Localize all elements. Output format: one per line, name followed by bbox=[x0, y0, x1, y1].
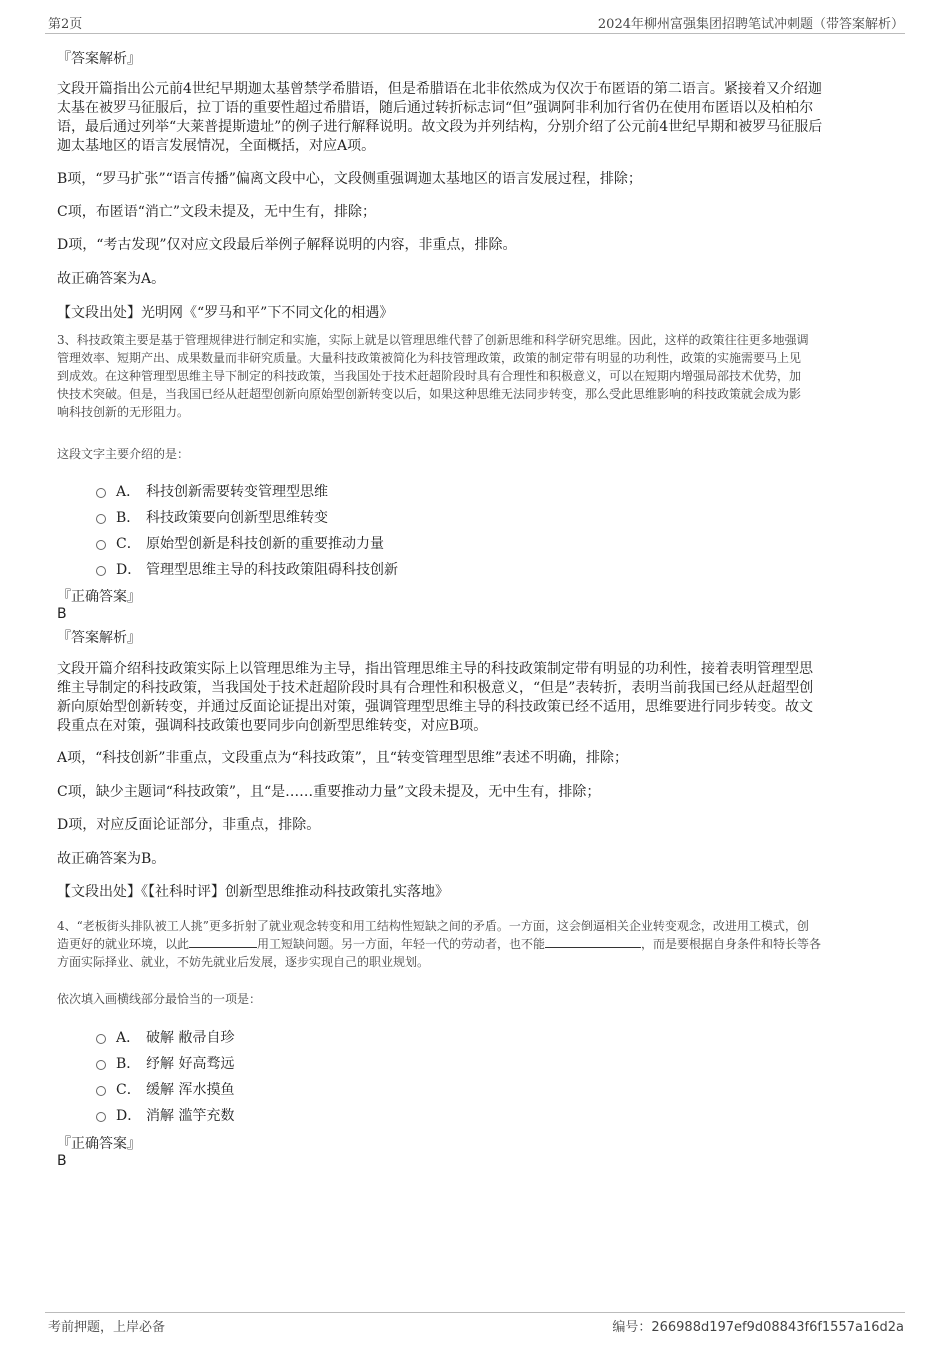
q3-stem-line: 管理效率、短期产出、成果数量而非研究质量。大量科技政策被简化为科技管理政策，政策的制定带有明显的功利性，政策的实施需要马上见 bbox=[57, 351, 802, 365]
radio-icon[interactable] bbox=[96, 514, 106, 524]
option-text: 消解 滥竽充数 bbox=[146, 1108, 235, 1124]
q3-analysis-line: 维主导制定的科技政策，当我国处于技术赶超阶段时具有合理性和积极意义，“但是”表转折，表明当前我国已经从赶超型创 bbox=[57, 680, 814, 696]
q3-question: 这段文字主要介绍的是： bbox=[57, 447, 190, 461]
q3-option-c[interactable] bbox=[96, 533, 384, 553]
header-divider bbox=[45, 33, 905, 34]
radio-icon[interactable] bbox=[96, 566, 106, 576]
option-text: 科技政策要向创新型思维转变 bbox=[146, 510, 328, 526]
option-text: 管理型思维主导的科技政策阻碍科技创新 bbox=[146, 562, 398, 578]
option-letter: D． bbox=[116, 562, 142, 578]
q3-answer: B bbox=[57, 606, 67, 622]
q3-stem-line: 到成效。在这种管理型思维主导下制定的科技政策，当我国处于技术赶超阶段时具有合理性和积极意义，可以在短期内增强局部技术优势，加 bbox=[57, 369, 802, 383]
option-letter: B． bbox=[116, 1056, 141, 1072]
q3-analysis-line: 文段开篇介绍科技政策实际上以管理思维为主导，指出管理思维主导的科技政策制定带有明显的功利性，接着表明管理型思 bbox=[57, 661, 813, 677]
option-letter: B． bbox=[116, 510, 141, 526]
radio-icon[interactable] bbox=[96, 540, 106, 550]
q2-analysis-label: 『答案解析』 bbox=[57, 51, 141, 67]
option-text: 破解 敝帚自珍 bbox=[146, 1030, 235, 1046]
option-text: 科技创新需要转变管理型思维 bbox=[146, 484, 328, 500]
footer-serial: 编号：266988d197ef9d08843f6f1557a16d2a bbox=[612, 1320, 904, 1335]
q4-answer: B bbox=[57, 1153, 67, 1169]
q4-stem bbox=[57, 917, 907, 971]
q3-stem bbox=[57, 331, 907, 421]
radio-icon[interactable] bbox=[96, 1086, 106, 1096]
q2-conclusion: 故正确答案为A。 bbox=[57, 271, 166, 287]
q2-option-d-note: D项，“考古发现”仅对应文段最后举例子解释说明的内容，非重点，排除。 bbox=[57, 237, 517, 253]
q3-option-d[interactable] bbox=[96, 559, 398, 579]
q3-stem-line: 3、科技政策主要是基于管理规律进行制定和实施，实际上就是以管理思维代替了创新思维和科学研究思维。因此，这样的政策往往更多地强调 bbox=[57, 333, 809, 347]
q4-option-d[interactable] bbox=[96, 1105, 234, 1125]
q3-option-a-note: A项，“科技创新”非重点，文段重点为“科技政策”，且“转变管理型思维”表述不明确，排除； bbox=[57, 750, 629, 766]
radio-icon[interactable] bbox=[96, 488, 106, 498]
q4-stem-text: ，而是要根据自身条件和特长等各 bbox=[641, 937, 822, 951]
answer-blank-2 bbox=[545, 935, 641, 948]
answer-blank-1 bbox=[189, 935, 257, 948]
q2-analysis-line: 语，最后通过列举“大莱普提斯遗址”的例子进行解释说明。故文段为并列结构，分别介绍了公元前4世纪早期和被罗马征服后 bbox=[57, 119, 823, 135]
q2-analysis-line: 文段开篇指出公元前4世纪早期迦太基曾禁学希腊语，但是希腊语在北非依然成为仅次于布匿语的第二语言。紧接着又介绍迦 bbox=[57, 81, 822, 97]
q4-option-c[interactable] bbox=[96, 1079, 234, 1099]
q2-analysis-line: 太基在被罗马征服后，拉丁语的重要性超过希腊语，随后通过转折标志词“但”强调阿非利加行省仍在使用布匿语以及柏柏尔 bbox=[57, 100, 814, 116]
q3-analysis-label: 『答案解析』 bbox=[57, 630, 141, 646]
q3-answer-label: 『正确答案』 bbox=[57, 589, 141, 605]
q4-stem-text: 造更好的就业环境，以此 bbox=[57, 937, 190, 951]
option-text: 纾解 好高骛远 bbox=[146, 1056, 235, 1072]
q3-conclusion: 故正确答案为B。 bbox=[57, 851, 166, 867]
radio-icon[interactable] bbox=[96, 1060, 106, 1070]
q3-analysis-line: 新向原始型创新转变，并通过反面论证提出对策，强调管理型思维主导的科技政策已经不适用，思维要进行同步转变。故文 bbox=[57, 699, 813, 715]
q4-answer-label: 『正确答案』 bbox=[57, 1136, 141, 1152]
q4-option-a[interactable] bbox=[96, 1027, 234, 1047]
q4-question: 依次填入画横线部分最恰当的一项是： bbox=[57, 992, 262, 1006]
q3-source: 【文段出处】《【社科时评】创新型思维推动科技政策扎实落地》 bbox=[57, 884, 449, 900]
q2-option-c-note: C项，布匿语“消亡”文段未提及，无中生有，排除； bbox=[57, 204, 377, 220]
option-text: 缓解 浑水摸鱼 bbox=[146, 1082, 235, 1098]
q2-source: 【文段出处】光明网《“罗马和平”下不同文化的相遇》 bbox=[57, 305, 394, 321]
q3-option-b[interactable] bbox=[96, 507, 328, 527]
q4-stem-text: 用工短缺问题。另一方面，年轻一代的劳动者，也不能 bbox=[257, 937, 546, 951]
q3-option-d-note: D项，对应反面论证部分，非重点，排除。 bbox=[57, 817, 321, 833]
footer-divider bbox=[45, 1312, 905, 1313]
q3-analysis-text bbox=[57, 660, 907, 736]
footer-slogan: 考前押题，上岸必备 bbox=[48, 1320, 166, 1335]
option-letter: A． bbox=[116, 1030, 141, 1046]
q3-option-a[interactable] bbox=[96, 481, 328, 501]
page-number: 第2页 bbox=[48, 17, 83, 32]
document-title: 2024年柳州富强集团招聘笔试冲刺题（带答案解析） bbox=[597, 17, 904, 32]
q3-stem-line: 快技术突破。但是，当我国已经从赶超型创新向原始型创新转变以后，如果这种思维无法同步转变，那么受此思维影响的科技政策就会成为影 bbox=[57, 387, 802, 401]
q2-option-b-note: B项，“罗马扩张”“语言传播”偏离文段中心，文段侧重强调迦太基地区的语言发展过程，排除； bbox=[57, 171, 642, 187]
option-letter: A． bbox=[116, 484, 141, 500]
q4-stem-line: 方面实际择业、就业，不妨先就业后发展，逐步实现自己的职业规划。 bbox=[57, 955, 430, 969]
q3-analysis-line: 段重点在对策，强调科技政策也要同步向创新型思维转变，对应B项。 bbox=[57, 718, 488, 734]
radio-icon[interactable] bbox=[96, 1112, 106, 1122]
q2-analysis-text bbox=[57, 80, 907, 156]
option-letter: D． bbox=[116, 1108, 142, 1124]
q4-option-b[interactable] bbox=[96, 1053, 234, 1073]
q2-analysis-line: 迦太基地区的语言发展情况，全面概括，对应A项。 bbox=[57, 138, 376, 154]
option-text: 原始型创新是科技创新的重要推动力量 bbox=[146, 536, 384, 552]
radio-icon[interactable] bbox=[96, 1034, 106, 1044]
option-letter: C． bbox=[116, 1082, 141, 1098]
q3-stem-line: 响科技创新的无形阻力。 bbox=[57, 405, 190, 419]
option-letter: C． bbox=[116, 536, 141, 552]
q4-stem-line bbox=[57, 935, 907, 953]
q3-option-c-note: C项，缺少主题词“科技政策”，且“是……重要推动力量”文段未提及，无中生有，排除； bbox=[57, 784, 601, 800]
q4-stem-line: 4、“老板街头排队被工人挑”更多折射了就业观念转变和用工结构性短缺之间的矛盾。一方面，这会倒逼相关企业转变观念，改进用工模式，创 bbox=[57, 919, 809, 933]
